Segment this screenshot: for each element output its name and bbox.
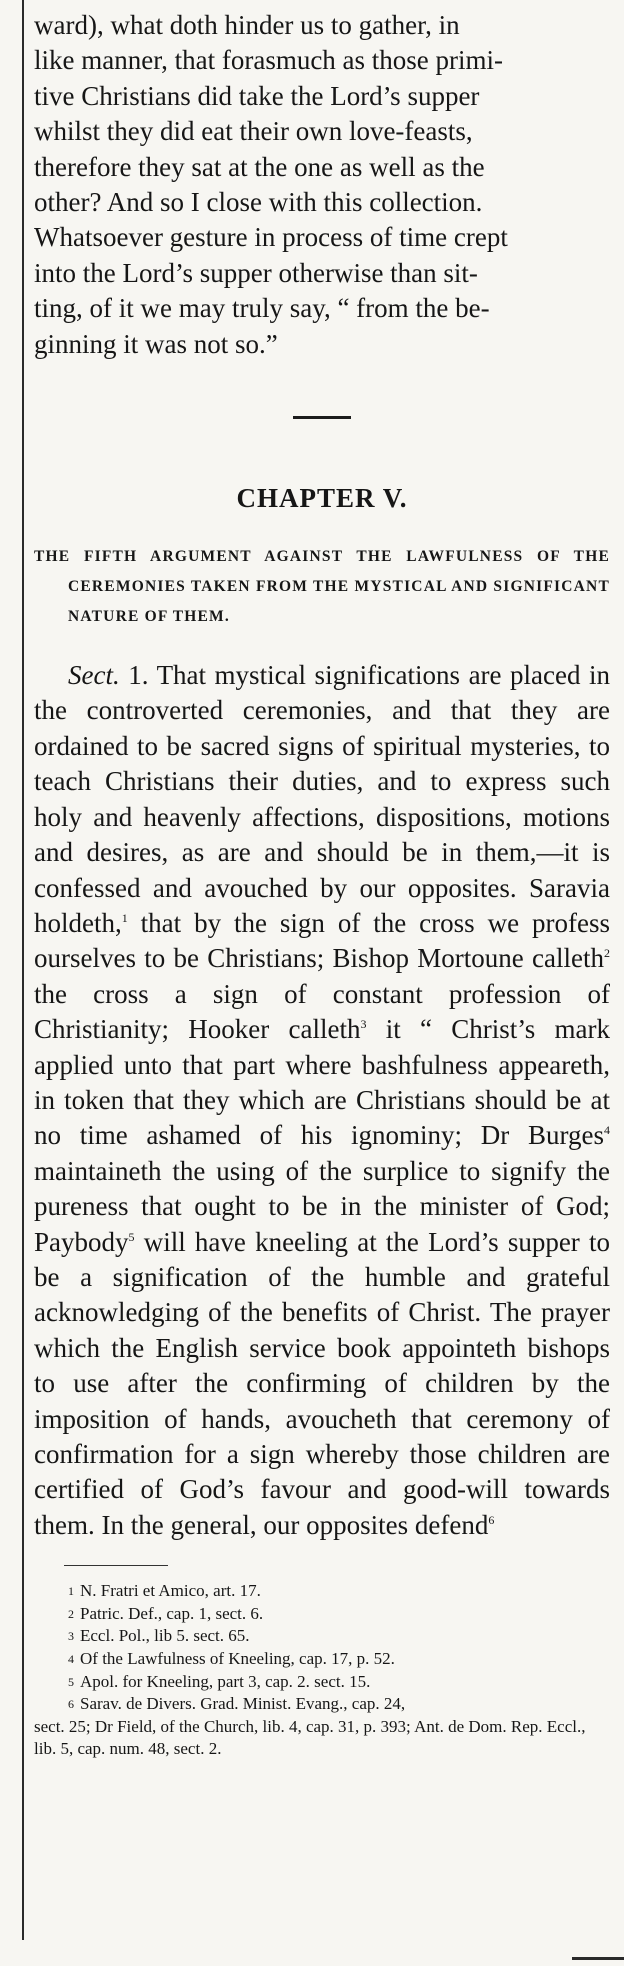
- footnote-text: Eccl. Pol., lib 5. sect. 65.: [80, 1626, 250, 1646]
- opening-line: ting, of it we may truly say, “ from the be-: [34, 293, 490, 324]
- section-text-part: maintaineth the using of the surplice to signify the pureness that ought to be in the minister of God; Paybody: [34, 1155, 610, 1257]
- footnote-text: Of the Lawfulness of Kneeling, cap. 17, p. 52.: [80, 1649, 395, 1668]
- section-label: Sect.: [68, 660, 120, 691]
- footnote-number: 6: [68, 1697, 74, 1712]
- footnote: [34, 1693, 610, 1716]
- section-number: 1.: [128, 660, 149, 691]
- section-paragraph: [34, 658, 610, 1543]
- footnote-number: 3: [68, 1629, 74, 1644]
- opening-line: into the Lord’s supper otherwise than sit-: [34, 257, 478, 288]
- opening-line: ward), what doth hinder us to gather, in: [34, 10, 460, 40]
- footnote-number: 2: [68, 1606, 74, 1621]
- footnote-continuation: sect. 25; Dr Field, of the Church, lib. 4, cap. 31, p. 393; Ant. de Dom. Rep. Eccl., lib. 5, cap. num. 48, sect. 2.: [34, 1716, 586, 1759]
- opening-line: whilst they did eat their own love-feasts,: [34, 116, 473, 147]
- footnote-ref: 3: [360, 1017, 367, 1032]
- footnote-ref: 5: [128, 1229, 135, 1244]
- section-text-part: it “ Christ’s mark applied unto that part where bashfulness appeareth, in token that they which are Christians should be at no time ashamed of his ignominy; Dr Burges: [34, 1014, 611, 1151]
- section-text: [34, 658, 610, 1543]
- section-text-part: the cross a sign of constant profession of Christianity; Hooker calleth: [34, 978, 610, 1045]
- opening-line: ginning it was not so.”: [34, 328, 278, 359]
- section-text-part: that by the sign of the cross we profess ourselves to be Christians; Bishop Mortoune calleth: [34, 907, 610, 974]
- section-text-part: That mystical significations are placed in the controverted ceremonies, and that they are ordained to be sacred signs of spiritual mysteries, to teach Christians their duties, and to express such holy and heavenly affections, dispositions, motions and desires, as are and should be in them,—it is confessed and avouched by our opposites. Saravia holdeth,: [34, 660, 611, 938]
- footnote: [34, 1625, 610, 1648]
- page-content: [34, 8, 610, 1761]
- opening-line: other? And so I close with this collection.: [34, 187, 483, 218]
- chapter-argument: THE FIFTH ARGUMENT AGAINST THE LAWFULNESS OF THE CEREMONIES TAKEN FROM THE MYSTICAL AND SIGNIFICANT NATURE OF THEM.: [34, 548, 610, 626]
- footnote: [34, 1580, 610, 1603]
- footnote-ref: 2: [604, 946, 610, 961]
- opening-line: therefore they sat at the one as well as the: [34, 151, 485, 182]
- footnote-number: 5: [68, 1674, 74, 1689]
- opening-line: Whatsoever gesture in process of time crept: [34, 222, 508, 253]
- footnote: [34, 1648, 610, 1671]
- footnote-text: N. Fratri et Amico, art. 17.: [80, 1581, 261, 1601]
- footnote: [34, 1671, 610, 1694]
- footnote-number: 1: [68, 1584, 74, 1599]
- opening-paragraph: [34, 8, 610, 362]
- footnote-ref: 6: [488, 1512, 495, 1527]
- left-margin-rule: [22, 0, 24, 1940]
- footnote-text: Patric. Def., cap. 1, sect. 6.: [80, 1603, 264, 1623]
- section-text-part: will have kneeling at the Lord’s supper to be a signification of the humble and grateful acknowledging of the benefits of Christ. The prayer which the English service book appointeth bishops to use after the confirming of children by the imposition of hands, avoucheth that ceremony of confirmation for a sign whereby those children are certified of God’s favour and good-will towards them. In the general, our opposites defend: [34, 1226, 610, 1540]
- footnote-text: Apol. for Kneeling, part 3, cap. 2. sect. 15.: [80, 1671, 371, 1691]
- footnote-text: Sarav. de Divers. Grad. Minist. Evang., cap. 24,: [80, 1694, 406, 1714]
- section-divider: [293, 416, 351, 419]
- footnote-ref: 1: [121, 910, 128, 925]
- opening-line: like manner, that forasmuch as those primi-: [34, 45, 504, 76]
- footnote-ref: 4: [604, 1123, 610, 1138]
- footnote-rule: [64, 1565, 168, 1566]
- chapter-title: CHAPTER V.: [236, 483, 408, 514]
- opening-line: tive Christians did take the Lord’s supper: [34, 80, 480, 111]
- footnote-number: 4: [68, 1652, 74, 1666]
- footnote: [34, 1603, 610, 1626]
- footnotes: [34, 1580, 610, 1761]
- bottom-rule: [572, 1957, 624, 1960]
